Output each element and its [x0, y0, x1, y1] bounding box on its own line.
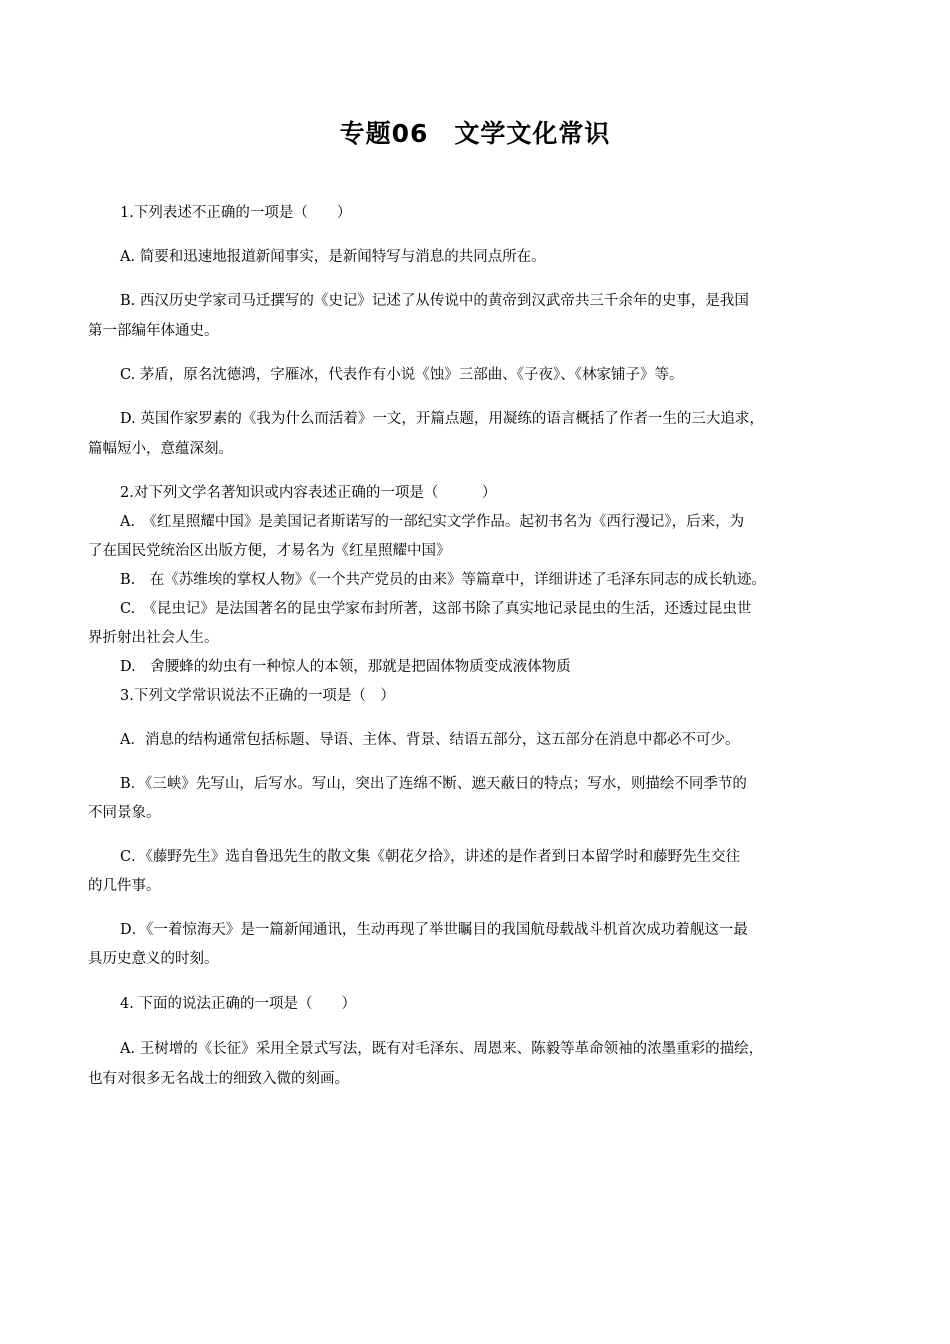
- question-1-option-d: D. 英国作家罗素的《我为什么而活着》一文，开篇点题，用凝练的语言概括了作者一生的三大追求，: [120, 411, 764, 427]
- question-4-option-a: A. 王树增的《长征》采用全景式写法，既有对毛泽东、周恩来、陈毅等革命领袖的浓墨重彩的描绘，: [120, 1041, 764, 1057]
- question-1-stem: 1.下列表述不正确的一项是（ ）: [120, 205, 352, 221]
- question-3-option-d-cont: 具历史意义的时刻。: [88, 951, 219, 967]
- question-2-option-c-cont: 界折射出社会人生。: [88, 630, 219, 646]
- question-1-option-d-cont: 篇幅短小，意蕴深刻。: [88, 441, 233, 457]
- question-1-option-a: A. 简要和迅速地报道新闻事实，是新闻特写与消息的共同点所在。: [120, 249, 546, 265]
- question-1-option-b: B. 西汉历史学家司马迁撰写的《史记》记述了从传说中的黄帝到汉武帝共三千余年的史事，是我国: [120, 293, 749, 309]
- question-3-option-a: A．消息的结构通常包括标题、导语、主体、背景、结语五部分，这五部分在消息中都必不可少。: [120, 732, 740, 748]
- question-2-stem: 2.对下列文学名著知识或内容表述正确的一项是（ ）: [120, 485, 497, 501]
- question-3-stem: 3.下列文学常识说法不正确的一项是（ ）: [120, 688, 395, 704]
- question-3-option-b: B．《三峡》先写山，后写水。写山，突出了连绵不断、遮天蔽日的特点；写水，则描绘不同季节的: [120, 776, 747, 792]
- page-title: 专题06 文学文化常识: [339, 119, 611, 148]
- question-2-option-c: C. 《昆虫记》是法国著名的昆虫学家布封所著，这部书除了真实地记录昆虫的生活，还透过昆虫世: [120, 601, 752, 617]
- question-3-option-b-cont: 不同景象。: [88, 805, 161, 821]
- question-3-option-c-cont: 的几件事。: [88, 878, 161, 894]
- question-2-option-a: A. 《红星照耀中国》是美国记者斯诺写的一部纪实文学作品。起初书名为《西行漫记》，后来，为: [120, 514, 745, 530]
- question-2-option-d: D. 舍腰蜂的幼虫有一种惊人的本领，那就是把固体物质变成液体物质: [120, 659, 571, 675]
- question-1-option-c: C. 茅盾，原名沈德鸿，字雁冰，代表作有小说《蚀》三部曲、《子夜》、《林家铺子》等。: [120, 367, 684, 383]
- question-2-option-a-cont: 了在国民党统治区出版方便，才易名为《红星照耀中国》: [88, 543, 451, 559]
- question-4-stem: 4. 下面的说法正确的一项是（ ）: [120, 996, 356, 1012]
- question-2-option-b: B. 在《苏维埃的掌权人物》《一个共产党员的由来》等篇章中，详细讲述了毛泽东同志的成长轨迹。: [120, 572, 767, 588]
- question-3-option-c: C．《藤野先生》选自鲁迅先生的散文集《朝花夕拾》，讲述的是作者到日本留学时和藤野先生交往: [120, 849, 741, 865]
- question-4-option-a-cont: 也有对很多无名战士的细致入微的刻画。: [88, 1071, 349, 1087]
- question-1-option-b-cont: 第一部编年体通史。: [88, 323, 219, 339]
- question-3-option-d: D．《一着惊海天》是一篇新闻通讯，生动再现了举世瞩目的我国航母载战斗机首次成功着舰这一最: [120, 922, 748, 938]
